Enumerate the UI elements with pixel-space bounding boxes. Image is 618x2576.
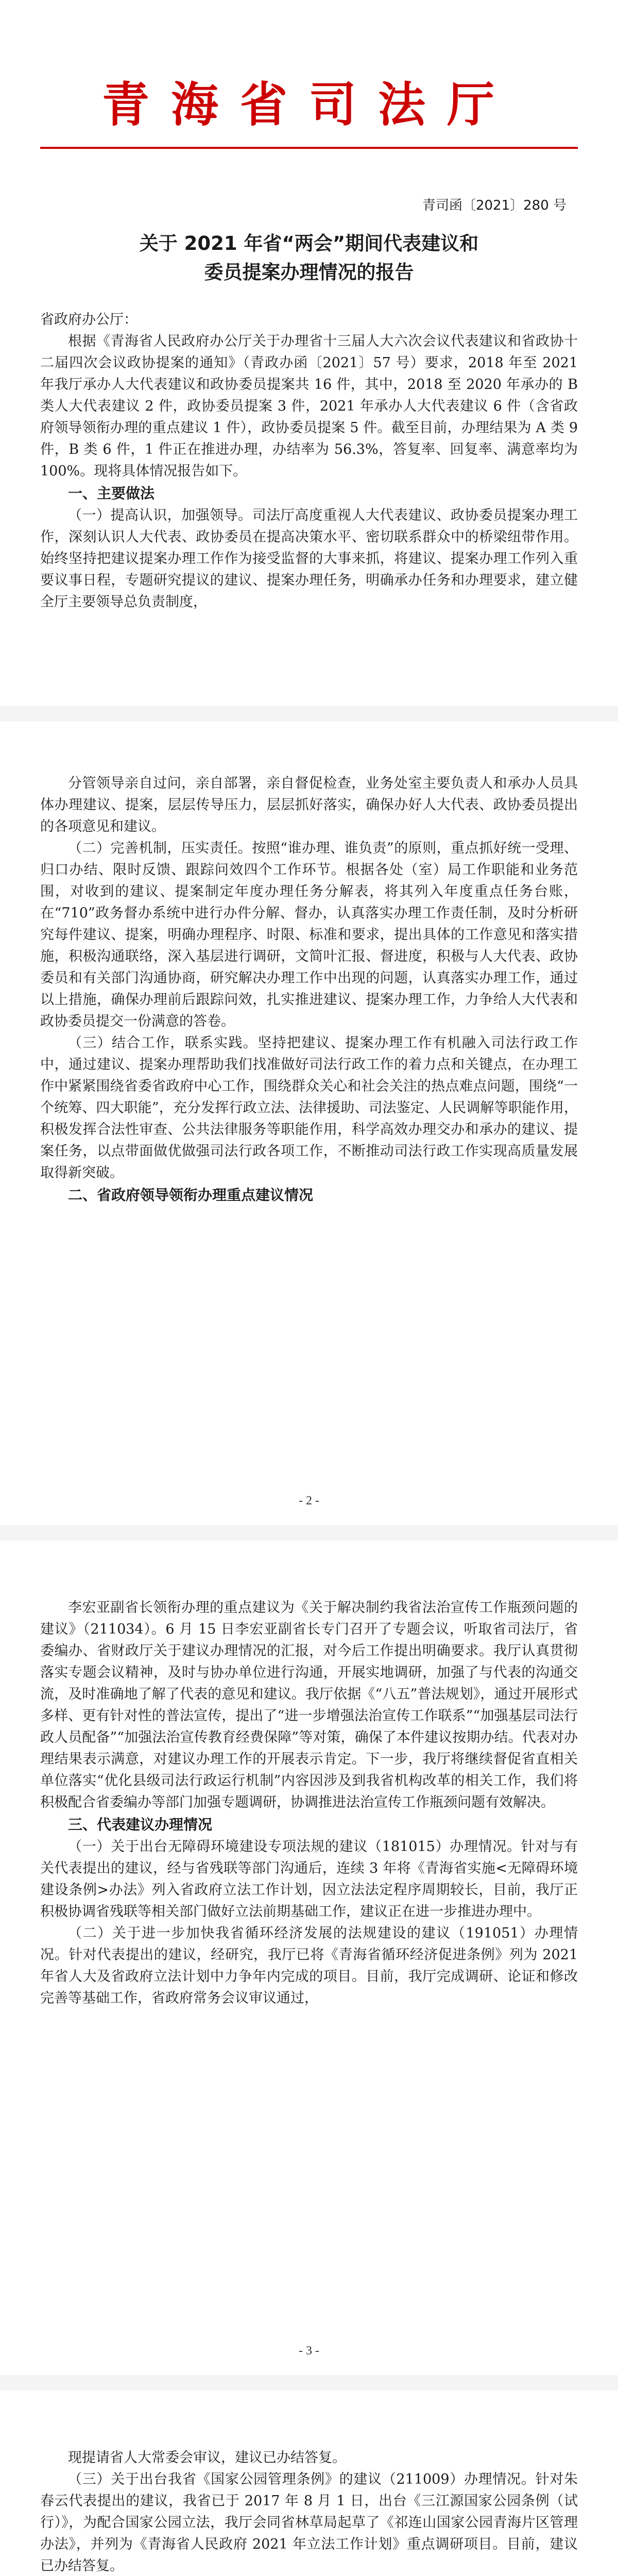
document-number: 青司函〔2021〕280 号 bbox=[422, 198, 566, 213]
paragraph-2-3: （三）结合工作，联系实践。坚持把建议、提案办理工作有机融入司法行政工作中，通过建议、提案办理帮助我们找准做好司法行政工作的着力点和关键点，在办理工作中紧紧围绕省委省政府中心工作，围绕群众关心和社会关注的热点难点问题，围绕“一个统筹、四大职能”，充分发挥行政立法、法律援助、司法鉴定、人民调解等职能作用，积极发挥合法性审查、公共法律服务等职能作用，科学高效办理交办和承办的建议、提案任务，以点带面做优做强司法行政各项工作，不断推动司法行政工作实现高质量发展取得新突破。 bbox=[40, 1035, 578, 1181]
salutation: 省政府办公厅： bbox=[40, 312, 138, 328]
intro-paragraph: 根据《青海省人民政府办公厅关于办理省十三届人大六次会议代表建议和省政协十二届四次会议政协提案的通知》（青政办函〔2021〕57 号）要求，2018 年至 2021 年我厅承办人大代表建议和政协委员提案共 16 件，其中，2018 至 2020 年承办的 B 类人大代表建议 2 件，政协委员提案 3 件，2021 年承办人大代表建议 6 件（含省政府领导领衔办理的重点建议 1 件），政协委员提案 5 件。截至目前，办理结果为 A 类 9 件，B 类 6 件，1 件正在推进办理，办结率为 56.3%，答复率、回复率、满意率均为 100%。现将具体情况报告如下。 bbox=[40, 333, 578, 479]
letterhead-rule bbox=[40, 147, 578, 149]
paragraph-3-2: （一）关于出台无障碍环境建设专项法规的建议（181015）办理情况。针对与有关代表提出的建议，经与省残联等部门沟通后，连续 3 年将《青海省实施<无障碍环境建设条例>办法》列入省政府立法工作计划，因立法法定程序周期较长，目前，我厅正积极协调省残联等相关部门做好立法前期基础工作，建议正在进一步推进办理中。 bbox=[40, 1839, 578, 1920]
page-4-body bbox=[40, 2447, 578, 2576]
page-2 bbox=[0, 721, 618, 1525]
paragraph-3-1: 李宏亚副省长领衔办理的重点建议为《关于解决制约我省法治宣传工作瓶颈问题的建议》（211034）。6 月 15 日李宏亚副省长专门召开了专题会议，听取省司法厅，省委编办、省财政厅关于建议办理情况的汇报，对今后工作提出明确要求。我厅认真贯彻落实专题会议精神，及时与协办单位进行沟通，开展实地调研，加强了与代表的沟通交流，及时准确地了解了代表的意见和建议。我厅依据《“八五”普法规划》，通过开展形式多样、更有针对性的普法宣传，提出了“进一步增强法治宣传工作联系”“加强基层司法行政人员配备”“加强法治宣传教育经费保障”等对策，确保了本件建议按期办结。代表对办理结果表示满意，对建议办理工作的开展表示肯定。下一步，我厅将继续督促省直相关单位落实“优化县级司法行政运行机制”内容因涉及到我省机构改革的相关工作，我们将积极配合省委编办等部门加强专题调研，协调推进法治宣传工作瓶颈问题有效解决。 bbox=[40, 1600, 578, 1810]
page-gap bbox=[0, 2375, 618, 2391]
letterhead-title: 青海省司法厅 bbox=[101, 77, 516, 132]
page-3 bbox=[0, 1540, 618, 2375]
page-4 bbox=[0, 2391, 618, 2576]
paragraph-4-1: 现提请省人大常委会审议，建议已办结答复。 bbox=[68, 2450, 346, 2466]
paragraph-2-1: 分管领导亲自过问，亲自部署，亲自督促检查，业务处室主要负责人和承办人员具体办理建议、提案，层层传导压力，层层抓好落实，确保办好人大代表、政协委员提出的各项意见和建议。 bbox=[40, 775, 578, 835]
page-1 bbox=[0, 0, 618, 706]
page-3-body bbox=[40, 1597, 578, 2009]
page-number: - 2 - bbox=[299, 1494, 319, 1507]
paragraph-2-2: （二）完善机制，压实责任。按照“谁办理、谁负责”的原则，重点抓好统一受理、归口办结、限时反馈、跟踪问效四个工作环节。根据各处（室）局工作职能和业务范围，对收到的建议、提案制定年度办理任务分解表，将其列入年度重点任务台账，在“710”政务督办系统中进行办件分解、督办，认真落实办理工作责任制，及时分析研究每件建议、提案，明确办理程序、时限、标准和要求，提出具体的工作意见和落实措施，积极沟通联络，深入基层进行调研，文简叶汇报、督进度，积极与人大代表、政协委员和有关部门沟通协商，研究解决办理工作中出现的问题，认真落实办理工作，通过以上措施，确保办理前后跟踪问效，扎实推进建议、提案办理工作，力争给人大代表和政协委员提交一份满意的答卷。 bbox=[40, 840, 578, 1029]
page-gap bbox=[0, 1525, 618, 1540]
page-2-body bbox=[40, 773, 578, 1207]
document-title bbox=[0, 229, 618, 287]
page-gap bbox=[0, 706, 618, 721]
section-heading-2: 二、省政府领导领衔办理重点建议情况 bbox=[68, 1187, 314, 1204]
document-title-line-1: 关于 2021 年省“两会”期间代表建议和 bbox=[139, 232, 479, 255]
section-heading-1: 一、主要做法 bbox=[68, 485, 155, 502]
page-1-body bbox=[40, 309, 578, 613]
paragraph-3-3: （二）关于进一步加快我省循环经济发展的法规建设的建议（191051）办理情况。针对代表提出的建议，经研究，我厅已将《青海省循环经济促进条例》列为 2021 年省人大及省政府立法计划中力争年内完成的项目。目前，我厅完成调研、论证和修改完善等基础工作，省政府常务会议审议通过， bbox=[40, 1925, 578, 2006]
page-number: - 3 - bbox=[299, 2344, 319, 2358]
paragraph-1-1: （一）提高认识，加强领导。司法厅高度重视人大代表建议、政协委员提案办理工作，深刻认识人大代表、政协委员在提高决策水平、密切联系群众中的桥梁纽带作用。始终坚持把建议提案办理工作作为接受监督的大事来抓，将建议、提案办理工作列入重要议事日程，专题研究提议的建议、提案办理任务，明确承办任务和办理要求，建立健全厅主要领导总负责制度， bbox=[40, 507, 578, 610]
section-heading-3: 三、代表建议办理情况 bbox=[68, 1816, 213, 1833]
paragraph-4-2: （三）关于出台我省《国家公园管理条例》的建议（211009）办理情况。针对朱春云代表提出的建议，我省已于 2017 年 8 月 1 日，出台《三江源国家公园条例（试行）》，为配合国家公园立法，我厅会同省林草局起草了《祁连山国家公园青海片区管理办法》，并列为《青海省人民政府 2021 年立法工作计划》重点调研项目。目前，建议已办结答复。 bbox=[40, 2471, 578, 2574]
document-title-line-2: 委员提案办理情况的报告 bbox=[204, 261, 414, 283]
